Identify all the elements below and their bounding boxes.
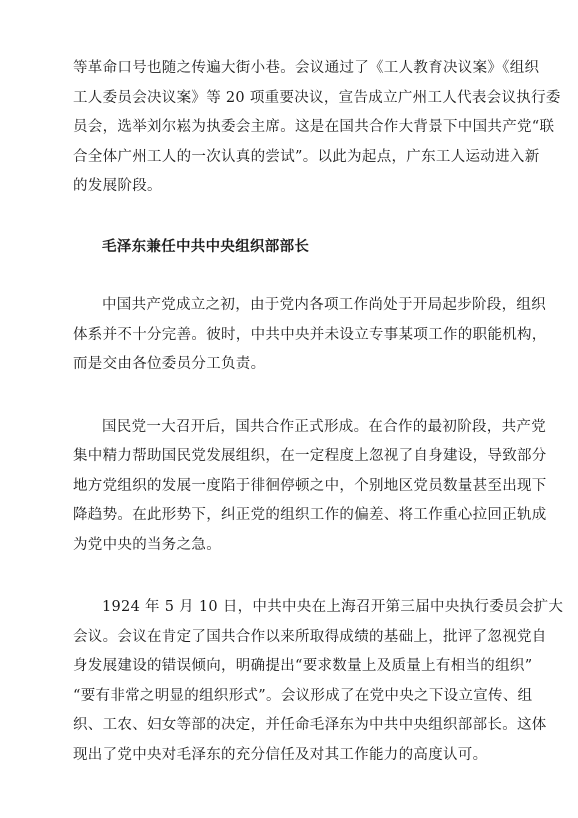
text-line: 员会，选举刘尔崧为执委会主席。这是在国共合作大背景下中国共产党“联 <box>73 119 555 135</box>
text-line: 地方党组织的发展一度陷于徘徊停顿之中，个别地区党员数量甚至出现下 <box>73 477 547 494</box>
text-line: 集中精力帮助国民党发展组织，在一定程度上忽视了自身建设，导致部分 <box>73 448 547 464</box>
text-line: 等革命口号也随之传遍大街小巷。会议通过了《工人教育决议案》《组织 <box>73 60 540 76</box>
text-line: 现出了党中央对毛泽东的充分信任及对其工作能力的高度认可。 <box>73 746 488 763</box>
text-line: 体系并不十分完善。彼时，中共中央并未设立专事某项工作的职能机构， <box>73 326 547 343</box>
paragraph-spacer <box>73 560 513 593</box>
text-line: 降趋势。在此形势下，纠正党的组织工作的偏差、将工作重心拉回正轨成 <box>73 507 547 523</box>
paragraph-spacer <box>73 202 513 232</box>
text-line: 工人委员会决议案》等 20 项重要决议，宣告成立广州工人代表会议执行委 <box>73 89 561 106</box>
text-line: 为党中央的当务之急。 <box>73 536 221 553</box>
text-line: 会议。会议在肯定了国共合作以来所取得成绩的基础上，批评了忽视党自 <box>73 628 547 645</box>
paragraph <box>73 413 547 561</box>
document-page <box>73 54 564 770</box>
text-line: 身发展建设的错误倾向，明确提出“要求数量上及质量上有相当的组织” <box>73 658 533 674</box>
text-line: “要有非常之明显的组织形式”。会议形成了在党中央之下设立宣传、组 <box>73 687 533 704</box>
paragraph-spacer <box>73 380 513 413</box>
text-line: 而是交由各位委员分工负责。 <box>73 356 266 372</box>
text-line: 中国共产党成立之初，由于党内各项工作尚处于开局起步阶段，组织 <box>102 297 546 313</box>
paragraph-spacer <box>73 261 513 291</box>
text-line: 国民党一大召开后，国共合作正式形成。在合作的最初阶段，共产党 <box>102 418 546 435</box>
text-line: 1924 年 5 月 10 日，中共中央在上海召开第三届中央执行委员会扩大 <box>102 599 564 615</box>
text-line: 的发展阶段。 <box>73 178 162 194</box>
paragraph-continued <box>73 54 561 202</box>
text-line: 织、工农、妇女等部的决定，并任命毛泽东为中共中央组织部部长。这体 <box>73 717 547 733</box>
paragraph <box>73 291 547 380</box>
section-heading: 毛泽东兼任中共中央组织部部长 <box>102 237 310 255</box>
text-line: 合全体广州工人的一次认真的尝试”。以此为起点，广东工人运动进入新 <box>73 148 540 165</box>
paragraph <box>73 593 564 770</box>
